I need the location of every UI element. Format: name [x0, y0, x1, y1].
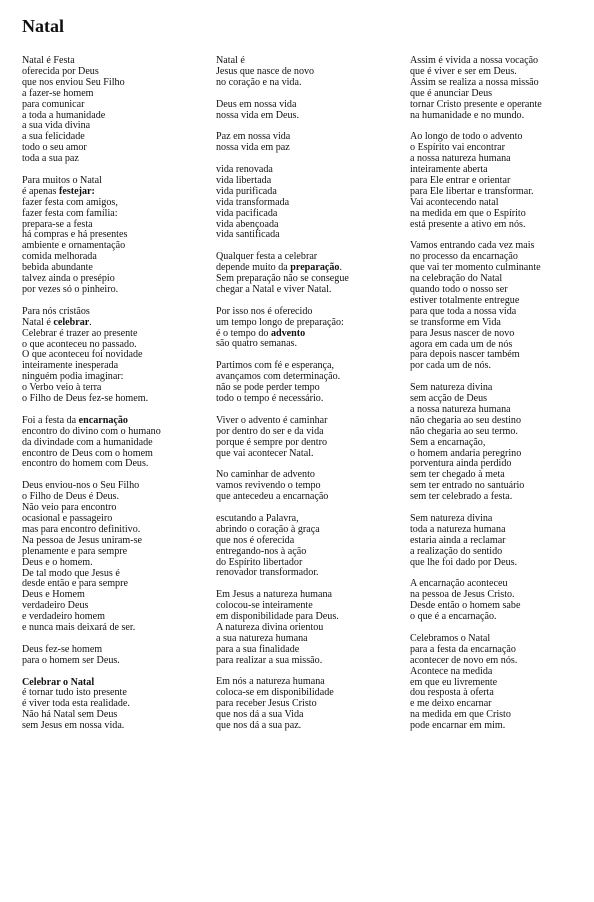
- verse-line: dou resposta à oferta: [410, 687, 494, 699]
- verse-line: chegar a Natal e viver Natal.: [216, 283, 332, 295]
- verse-line: Em Jesus a natureza humana: [216, 589, 333, 601]
- verse-line: se transforme em Vida: [410, 316, 501, 328]
- verse-line: porventura ainda perdido: [410, 458, 512, 470]
- verse-line: oferecida por Deus: [22, 65, 99, 77]
- stanza: [22, 416, 204, 471]
- stanza: [22, 481, 204, 634]
- verse-line: do Espírito libertador: [216, 556, 303, 568]
- column-1: [22, 56, 204, 743]
- verse-line: Qualquer festa a celebrar: [216, 251, 318, 263]
- verse-line: para o homem ser Deus.: [22, 654, 120, 666]
- verse-line: a fazer-se homem: [22, 87, 94, 99]
- verse-line: Vamos entrando cada vez mais: [410, 240, 535, 252]
- verse-line: o Filho de Deus é Deus.: [22, 491, 119, 503]
- verse-line: no coração e na vida.: [216, 76, 302, 88]
- verse-line: Acontece na medida: [410, 665, 493, 677]
- verse-line: Sem natureza divina: [410, 513, 493, 524]
- verse-line: vida santificada: [216, 229, 280, 241]
- verse-line: para comunicar: [22, 98, 85, 110]
- verse-line: Jesus que nasce de novo: [216, 65, 315, 77]
- verse-line: sem ter celebrado a festa.: [410, 491, 513, 503]
- verse-line: na humanidade e no mundo.: [410, 109, 525, 121]
- verse-line: Não veio para encontro: [22, 502, 117, 514]
- verse-line: que vai acontecer Natal.: [216, 447, 314, 459]
- verse-line: para depois nascer também: [410, 349, 520, 361]
- stanza: [216, 590, 402, 666]
- verse-line: No caminhar de advento: [216, 469, 315, 481]
- verse-line: ninguém podia imaginar:: [22, 371, 124, 383]
- verse-line: Em nós a natureza humana: [216, 676, 325, 688]
- stanza: [22, 645, 204, 667]
- verse-line: não chegaria ao seu termo.: [410, 425, 518, 437]
- verse-line: vida libertada: [216, 174, 272, 186]
- verse-line: a realização do sentido: [410, 545, 503, 557]
- stanza: [410, 132, 592, 230]
- verse-line: encontro de Deus com o homem: [22, 447, 153, 459]
- verse-line: sem ter chegado à meta: [410, 469, 505, 481]
- stanza: [216, 132, 402, 154]
- verse-line: a sua felicidade: [22, 131, 85, 143]
- verse-line: encontro do homem com Deus.: [22, 458, 149, 470]
- verse-line: para Jesus nascer de novo: [410, 327, 515, 339]
- verse-line: mas para encontro definitivo.: [22, 523, 141, 535]
- verse-line: Deus em nossa vida: [216, 98, 297, 110]
- verse-line: vamos revivendo o tempo: [216, 480, 321, 492]
- verse-line: não chegaria ao seu destino: [410, 414, 521, 426]
- verse-line: A natureza divina orientou: [216, 621, 324, 633]
- verse-line: o que aconteceu no passado.: [22, 338, 137, 350]
- stanza: [216, 470, 402, 503]
- verse-line: a toda a humanidade: [22, 109, 106, 121]
- verse-line: é apenas festejar:: [22, 185, 95, 197]
- stanza: [410, 579, 592, 623]
- verse-line: em que eu livremente: [410, 676, 498, 688]
- verse-line: o Verbo veio à terra: [22, 382, 102, 394]
- verse-line: e nunca mais deixará de ser.: [22, 622, 136, 634]
- verse-line: colocou-se inteiramente: [216, 600, 313, 612]
- verse-line: e verdadeiro homem: [22, 611, 105, 623]
- verse-line: tornar Cristo presente e operante: [410, 98, 542, 110]
- verse-line: na celebração do Natal: [410, 273, 503, 285]
- verse-line: inteiramente aberta: [410, 164, 488, 176]
- verse-line: para receber Jesus Cristo: [216, 698, 317, 710]
- verse-line: encontro do divino com o humano: [22, 425, 161, 437]
- verse-line: De tal modo que Jesus é: [22, 567, 120, 579]
- verse-line: Viver o advento é caminhar: [216, 414, 328, 426]
- verse-line: todo o tempo é necessário.: [216, 393, 324, 404]
- verse-line: escutando a Palavra,: [216, 512, 299, 524]
- verse-line: fazer festa com família:: [22, 207, 118, 219]
- verse-line: avançamos com determinação.: [216, 371, 341, 383]
- verse-line: a sua vida divina: [22, 120, 91, 132]
- verse-line: Natal é celebrar.: [22, 316, 92, 328]
- verse-line: toda a sua paz: [22, 153, 79, 165]
- verse-line: vida renovada: [216, 164, 273, 176]
- stanza: [410, 514, 592, 569]
- verse-line: e me deixo encarnar: [410, 698, 492, 710]
- verse-line: ambiente e ornamentação: [22, 240, 126, 252]
- verse-line: Ao longo de todo o advento: [410, 131, 523, 143]
- verse-line: sem Jesus em nossa vida.: [22, 720, 125, 732]
- verse-line: sem ter entrado no santuário: [410, 480, 525, 492]
- verse-line: Desde então o homem sabe: [410, 600, 521, 612]
- stanza: [216, 56, 402, 89]
- verse-line: Celebrar é trazer ao presente: [22, 327, 138, 339]
- verse-line: a sua natureza humana: [216, 632, 308, 644]
- verse-line: depende muito da preparação.: [216, 262, 342, 274]
- verse-line: o Espírito vai encontrar: [410, 142, 506, 154]
- verse-line: fazer festa com amigos,: [22, 196, 118, 208]
- stanza: [22, 307, 204, 405]
- verse-line: comida melhorada: [22, 251, 97, 263]
- verse-line: quando todo o nosso ser: [410, 284, 508, 295]
- verse-line: prepara-se a festa: [22, 218, 93, 230]
- verse-line: na pessoa de Jesus Cristo.: [410, 589, 515, 601]
- verse-line: Sem a encarnação,: [410, 436, 486, 448]
- verse-line: agora em cada um de nós: [410, 338, 513, 350]
- stanza: [410, 634, 592, 732]
- verse-line: que nos dá a sua Vida: [216, 709, 304, 721]
- stanza: [410, 241, 592, 372]
- verse-line: inteiramente inesperada: [22, 360, 119, 372]
- verse-line: na medida em que o Espírito: [410, 207, 526, 219]
- verse-line: nossa vida em paz: [216, 142, 290, 154]
- verse-line: é tornar tudo isto presente: [22, 687, 127, 699]
- verse-line: Na pessoa de Jesus uniram-se: [22, 534, 142, 546]
- stanza: [216, 100, 402, 122]
- stanza: [216, 307, 402, 351]
- verse-line: renovador transformador.: [216, 567, 319, 579]
- column-3: [410, 56, 592, 743]
- verse-line: Sem preparação não se consegue: [216, 273, 349, 285]
- verse-line: Por isso nos é oferecido: [216, 305, 313, 317]
- verse-line: Celebramos o Natal: [410, 632, 491, 644]
- verse-line: estaria ainda a reclamar: [410, 534, 506, 546]
- verse-line: que nos é oferecida: [216, 534, 295, 546]
- verse-line: Não há Natal sem Deus: [22, 709, 118, 721]
- verse-line: Paz em nossa vida: [216, 131, 291, 143]
- stanza: [216, 252, 402, 296]
- verse-line: porque é sempre por dentro: [216, 436, 327, 448]
- verse-line: não se pode perder tempo: [216, 382, 320, 394]
- verse-line: Assim é vivida a nossa vocação: [410, 55, 539, 66]
- page-title: Natal: [22, 16, 64, 36]
- verse-line: o que é a encarnação.: [410, 611, 497, 623]
- verse-line: para que toda a nossa vida: [410, 305, 517, 317]
- stanza: [22, 678, 204, 733]
- stanza: [216, 514, 402, 579]
- verse-line: que nos enviou Seu Filho: [22, 76, 125, 88]
- verse-line: a nossa natureza humana: [410, 403, 511, 415]
- verse-line: vida purificada: [216, 185, 277, 197]
- verse-line: para a sua finalidade: [216, 643, 300, 655]
- column-2: [216, 56, 402, 743]
- verse-line: que antecedeu a encarnação: [216, 491, 329, 503]
- stanza: [216, 677, 402, 732]
- verse-line: sem acção de Deus: [410, 393, 488, 405]
- verse-line: para Ele libertar e transformar.: [410, 185, 534, 197]
- verse-line: todo o seu amor: [22, 142, 87, 154]
- verse-line: Sem natureza divina: [410, 382, 493, 394]
- verse-line: vida pacificada: [216, 207, 278, 219]
- verse-line: Assim se realiza a nossa missão: [410, 76, 539, 88]
- verse-line: que lhe foi dado por Deus.: [410, 556, 518, 568]
- verse-line: Deus enviou-nos o Seu Filho: [22, 480, 140, 492]
- verse-line: na medida em que Cristo: [410, 709, 511, 721]
- stanza: [216, 361, 402, 405]
- stanza: [22, 176, 204, 296]
- verse-line: verdadeiro Deus: [22, 600, 89, 612]
- verse-line: ocasional e passageiro: [22, 513, 113, 524]
- verse-line: nossa vida em Deus.: [216, 109, 299, 121]
- verse-line: para realizar a sua missão.: [216, 654, 323, 666]
- verse-line: pode encarnar em mim.: [410, 720, 506, 732]
- verse-line: por cada um de nós.: [410, 360, 492, 372]
- verse-line: Deus fez-se homem: [22, 643, 103, 655]
- verse-line: Natal é: [216, 55, 245, 66]
- verse-line: acontecer de novo em nós.: [410, 654, 518, 666]
- verse-line: o homem andaria peregrino: [410, 447, 522, 459]
- verse-line: entregando-nos à ação: [216, 545, 307, 557]
- verse-line: estiver totalmente entregue: [410, 294, 520, 306]
- stanza: [410, 383, 592, 503]
- stanza: [22, 56, 204, 165]
- verse-line: A encarnação aconteceu: [410, 578, 508, 590]
- verse-line: por dentro do ser e da vida: [216, 425, 324, 437]
- verse-line: que é anunciar Deus: [410, 87, 493, 99]
- verse-line: o Filho de Deus fez-se homem.: [22, 393, 149, 405]
- stanza: [216, 416, 402, 460]
- verse-line: há compras e há presentes: [22, 229, 128, 241]
- verse-line: a nossa natureza humana: [410, 153, 511, 165]
- stanza: [216, 165, 402, 241]
- verse-line: que nos dá a sua paz.: [216, 720, 302, 732]
- verse-line: é o tempo do advento: [216, 327, 306, 339]
- verse-line: desde então e para sempre: [22, 578, 128, 590]
- verse-line: coloca-se em disponibilidade: [216, 687, 334, 699]
- verse-line: da divindade com a humanidade: [22, 436, 153, 448]
- verse-line: Celebrar o Natal: [22, 676, 95, 688]
- verse-line: Para nós cristãos: [22, 305, 90, 317]
- verse-line: Para muitos o Natal: [22, 174, 102, 186]
- verse-line: bebida abundante: [22, 262, 93, 274]
- stanza: [410, 56, 592, 121]
- verse-line: em disponibilidade para Deus.: [216, 611, 339, 623]
- verse-line: abrindo o coração à graça: [216, 523, 320, 535]
- verse-line: talvez ainda o presépio: [22, 273, 115, 285]
- verse-line: O que aconteceu foi novidade: [22, 349, 143, 361]
- verse-line: Deus e o homem.: [22, 556, 93, 568]
- verse-line: está presente a ativo em nós.: [410, 218, 526, 230]
- verse-line: Partimos com fé e esperança,: [216, 360, 334, 372]
- verse-line: no processo da encarnação: [410, 251, 518, 263]
- verse-line: vida transformada: [216, 196, 290, 208]
- verse-line: para Ele entrar e orientar: [410, 174, 511, 186]
- verse-line: são quatro semanas.: [216, 338, 298, 350]
- verse-line: Natal é Festa: [22, 55, 75, 66]
- verse-line: que é viver e ser em Deus.: [410, 65, 517, 77]
- verse-line: vida abençoada: [216, 218, 279, 230]
- verse-line: Foi a festa da encarnação: [22, 414, 128, 426]
- verse-line: Deus e Homem: [22, 589, 85, 601]
- verse-line: um tempo longo de preparação:: [216, 316, 344, 328]
- verse-line: Vai acontecendo natal: [410, 196, 499, 208]
- verse-line: toda a natureza humana: [410, 523, 506, 535]
- verse-line: plenamente e para sempre: [22, 545, 128, 557]
- verse-line: por vezes só o pinheiro.: [22, 284, 119, 296]
- verse-line: para a festa da encarnação: [410, 643, 516, 655]
- verse-line: é viver toda esta realidade.: [22, 698, 130, 710]
- verse-line: que vai ter momento culminante: [410, 262, 541, 274]
